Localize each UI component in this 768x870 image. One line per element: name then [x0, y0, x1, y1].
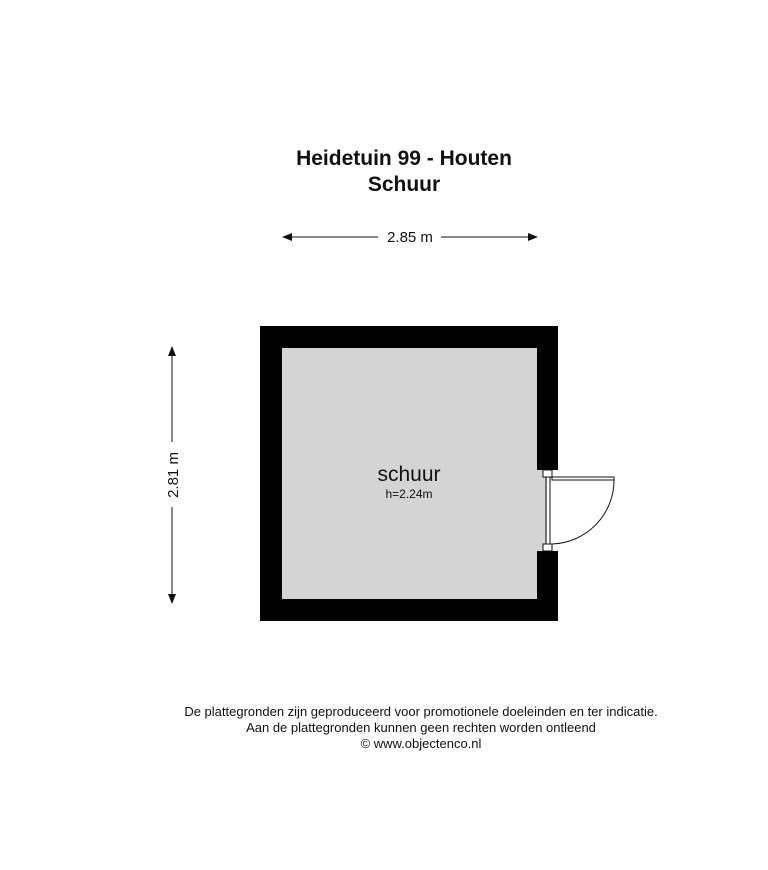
width-dimension-label: 2.85 m: [387, 229, 433, 246]
door: [543, 470, 614, 551]
door-swing-arc: [552, 479, 614, 544]
wall-top: [260, 326, 558, 348]
door-leaf: [552, 477, 614, 480]
door-jamb-top: [543, 470, 552, 477]
wall-right-lower: [537, 551, 558, 621]
room-name-label: schuur: [377, 463, 441, 486]
width-arrow-right-icon: [528, 233, 538, 241]
width-dimension: [282, 229, 538, 246]
wall-bottom: [260, 599, 558, 621]
height-arrow-top-icon: [168, 346, 176, 356]
height-dimension: [165, 346, 182, 604]
height-arrow-bottom-icon: [168, 594, 176, 604]
disclaimer-line-2: Aan de plattegronden kunnen geen rechten worden ontleend: [246, 720, 596, 735]
width-arrow-left-icon: [282, 233, 292, 241]
disclaimer-line-1: De plattegronden zijn geproduceerd voor promotionele doeleinden en ter indicatie.: [184, 704, 658, 719]
height-dimension-label: 2.81 m: [165, 452, 182, 498]
disclaimer: [0, 704, 768, 752]
floor-title: Schuur: [367, 173, 441, 196]
room-height-label: h=2.24m: [385, 487, 433, 501]
door-jamb-bottom: [543, 544, 552, 551]
wall-right-upper: [537, 326, 558, 470]
address-title: Heidetuin 99 - Houten: [296, 147, 512, 170]
copyright-line: © www.objectenco.nl: [360, 736, 482, 751]
wall-left: [260, 326, 282, 621]
